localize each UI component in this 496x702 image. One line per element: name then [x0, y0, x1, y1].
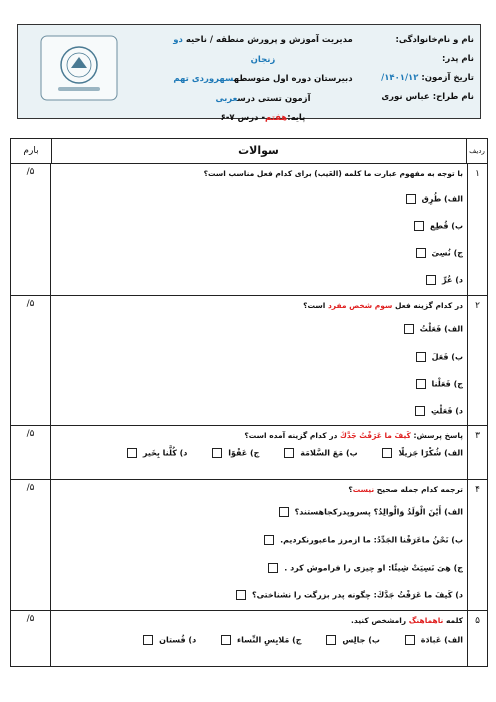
inline-options: [55, 635, 463, 645]
question-score: /۵: [11, 164, 51, 295]
questions-header: سوالات: [238, 144, 279, 157]
question-number: ۲: [467, 296, 487, 425]
question-score: /۵: [11, 611, 51, 666]
option[interactable]: ب) مَعَ السَّلامَة: [284, 448, 357, 458]
option[interactable]: الف) فَعَلْتُ: [404, 324, 463, 334]
option[interactable]: الف) طُرِق: [406, 194, 463, 204]
checkbox-icon[interactable]: [416, 379, 426, 389]
name-label: نام و نام‌خانوادگی:: [395, 35, 474, 45]
question-row: [11, 611, 487, 666]
option[interactable]: ج) مَلابِسِ النِّساء: [221, 635, 302, 645]
question-text: کلمه ناهماهنگ رامشخص کنید.: [351, 616, 463, 625]
question-text: پاسخ پرسش: کَیفَ ما عَرَفْتُ جَدَّكَ در کدام گزینه آمده است؟: [244, 431, 463, 440]
question-body: [55, 426, 463, 458]
option[interactable]: د) فُستان: [143, 635, 196, 645]
checkbox-icon[interactable]: [279, 507, 289, 517]
question-text: ترجمه کدام جمله صحیح نیست؟: [348, 485, 463, 494]
exam-header: [17, 24, 481, 123]
question-number: ۵: [467, 611, 487, 666]
question-score: /۵: [11, 296, 51, 425]
date-value: ۱۴۰۱/۱۲/: [381, 73, 419, 83]
question-body: [55, 296, 463, 416]
option[interactable]: ب) نَحْنُ ماعَرَفْنا الجَدِّدُ: ما ازمرز ماعبورنکردیم.: [264, 535, 463, 545]
checkbox-icon[interactable]: [426, 275, 436, 285]
option[interactable]: ج) نُسِیَ: [416, 248, 463, 258]
question-text: در کدام گزینه فعل سوم شخص مفرد است؟: [303, 301, 463, 310]
date-label: تاریخ آزمون:: [421, 73, 474, 83]
question-number: ۴: [467, 480, 487, 610]
checkbox-icon[interactable]: [236, 590, 246, 600]
school-info: [168, 31, 358, 129]
student-info: [381, 31, 474, 107]
designer-label: نام طراح:: [432, 92, 474, 102]
question-row: [11, 426, 487, 480]
father-label: نام پدر:: [442, 54, 474, 64]
option[interactable]: ج) هِیَ نَسِیَتْ شِیئًا: او چیزی را فراموش کرد .: [268, 563, 463, 573]
subject-line: آزمون تستی درسعربی: [215, 93, 311, 104]
checkbox-icon[interactable]: [221, 635, 231, 645]
checkbox-icon[interactable]: [212, 448, 222, 458]
school-seal-icon: [40, 35, 118, 101]
checkbox-icon[interactable]: [326, 635, 336, 645]
option[interactable]: د) كُلَّنا بِخَیر: [127, 448, 188, 458]
date-row: [381, 69, 474, 88]
checkbox-icon[interactable]: [414, 221, 424, 231]
option[interactable]: د) فَعَلْتِ: [415, 406, 463, 416]
checkbox-icon[interactable]: [406, 194, 416, 204]
table-header: [11, 139, 487, 164]
question-row: [11, 480, 487, 611]
checkbox-icon[interactable]: [382, 448, 392, 458]
question-body: [55, 480, 463, 600]
option[interactable]: ج) فَعَلْنا: [416, 379, 464, 389]
questions-table: [10, 138, 488, 667]
score-header: بارم: [11, 139, 52, 163]
district-line: مدیریت آموزش و پرورش منطقه / ناحیه دو زنجان: [173, 35, 353, 65]
question-score: /۵: [11, 426, 51, 479]
checkbox-icon[interactable]: [416, 352, 426, 362]
option[interactable]: ب) جالِس: [326, 635, 380, 645]
option[interactable]: ج) عَفْوًا: [212, 448, 259, 458]
option[interactable]: ب) قُطِع: [414, 221, 463, 231]
question-number: ۳: [467, 426, 487, 479]
inline-options: [55, 448, 463, 458]
option[interactable]: الف) أَیْنَ الْوَلَدُ وَالْوالِدُ؟ پسروپدرکجاهستند؟: [279, 507, 463, 517]
question-number: ۱: [467, 164, 487, 295]
question-row: [11, 296, 487, 426]
checkbox-icon[interactable]: [416, 248, 426, 258]
option[interactable]: د) كَیفَ ما عَرَفْتُ جَدَّكَ: چگونه پدر بزرگت را نشناختی؟: [236, 590, 463, 600]
option[interactable]: الف) شُكْرًا جَزیلًا: [382, 448, 463, 458]
checkbox-icon[interactable]: [268, 563, 278, 573]
question-row: [11, 164, 487, 296]
question-score: /۵: [11, 480, 51, 610]
school-line: دبیرستان دوره اول متوسطهسهروردی تهم: [173, 74, 353, 84]
checkbox-icon[interactable]: [127, 448, 137, 458]
row-number-header: ردیف: [466, 139, 487, 163]
checkbox-icon[interactable]: [415, 406, 425, 416]
question-body: [55, 611, 463, 645]
question-body: [55, 164, 463, 285]
designer-row: [381, 88, 474, 107]
checkbox-icon[interactable]: [143, 635, 153, 645]
checkbox-icon[interactable]: [404, 324, 414, 334]
option[interactable]: د) عُرِّ: [426, 275, 463, 285]
question-text: با توجه به مفهوم عبارت ما کلمه (العَیب) برای کدام فعل مناسب است؟: [203, 169, 463, 178]
grade-line: پایه:هفتم- درس ۷-۶: [220, 113, 306, 123]
option[interactable]: الف) عَبادَة: [405, 635, 463, 645]
checkbox-icon[interactable]: [405, 635, 415, 645]
checkbox-icon[interactable]: [264, 535, 274, 545]
checkbox-icon[interactable]: [284, 448, 294, 458]
designer-value: عباس نوری: [381, 92, 430, 102]
option[interactable]: ب) فَعَلَ: [416, 352, 463, 362]
